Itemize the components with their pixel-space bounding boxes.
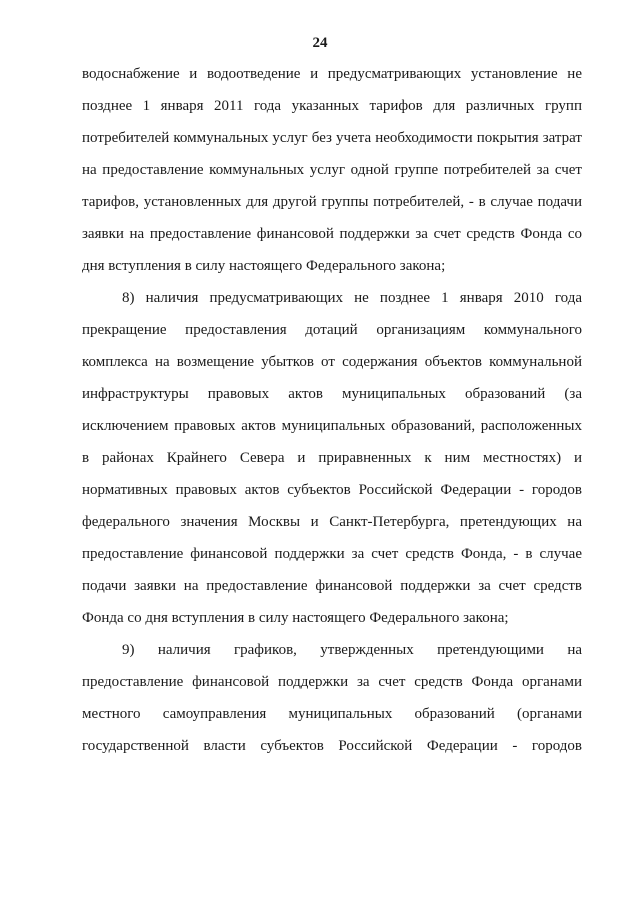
- text-line: водоснабжение и водоотведение и предусматривающих установление не: [82, 66, 582, 82]
- paragraph-text: [82, 282, 582, 634]
- text-line: инфраструктуры правовых актов муниципальных образований (за: [82, 386, 582, 402]
- paragraph-text: [82, 634, 582, 762]
- text-line: комплекса на возмещение убытков от содержания объектов коммунальной: [82, 354, 582, 370]
- page-number: 24: [312, 35, 328, 51]
- text-line: федерального значения Москвы и Санкт-Петербурга, претендующих на: [82, 514, 582, 530]
- paragraph-item-8: [82, 282, 582, 634]
- text-line: на предоставление коммунальных услуг одной группе потребителей за счет: [82, 162, 582, 178]
- text-line: предоставление финансовой поддержки за счет средств Фонда органами: [82, 674, 582, 690]
- text-line: подачи заявки на предоставление финансовой поддержки за счет средств: [82, 578, 582, 594]
- text-line: Фонда со дня вступления в силу настоящего Федерального закона;: [82, 610, 509, 626]
- text-line: тарифов, установленных для другой группы потребителей, - в случае подачи: [82, 194, 582, 210]
- text-line: нормативных правовых актов субъектов Российской Федерации - городов: [82, 482, 582, 498]
- text-line: местного самоуправления муниципальных образований (органами: [82, 706, 582, 722]
- text-line: исключением правовых актов муниципальных образований, расположенных: [82, 418, 582, 434]
- paragraph-continuation: [82, 58, 582, 282]
- text-line: в районах Крайнего Севера и приравненных к ним местностях) и: [82, 450, 582, 466]
- document-body: [82, 58, 582, 762]
- text-line: 8) наличия предусматривающих не позднее 1 января 2010 года: [122, 290, 582, 306]
- text-line: потребителей коммунальных услуг без учета необходимости покрытия затрат: [82, 130, 582, 146]
- text-line: прекращение предоставления дотаций организациям коммунального: [82, 322, 582, 338]
- paragraph-text: [82, 58, 582, 282]
- text-line: 9) наличия графиков, утвержденных претендующими на: [122, 642, 582, 658]
- text-line: предоставление финансовой поддержки за счет средств Фонда, - в случае: [82, 546, 582, 562]
- text-line: заявки на предоставление финансовой поддержки за счет средств Фонда со: [82, 226, 582, 242]
- text-line: государственной власти субъектов Российской Федерации - городов: [82, 738, 582, 754]
- text-line: позднее 1 января 2011 года указанных тарифов для различных групп: [82, 98, 582, 114]
- paragraph-item-9: [82, 634, 582, 762]
- text-line: дня вступления в силу настоящего Федерального закона;: [82, 258, 446, 274]
